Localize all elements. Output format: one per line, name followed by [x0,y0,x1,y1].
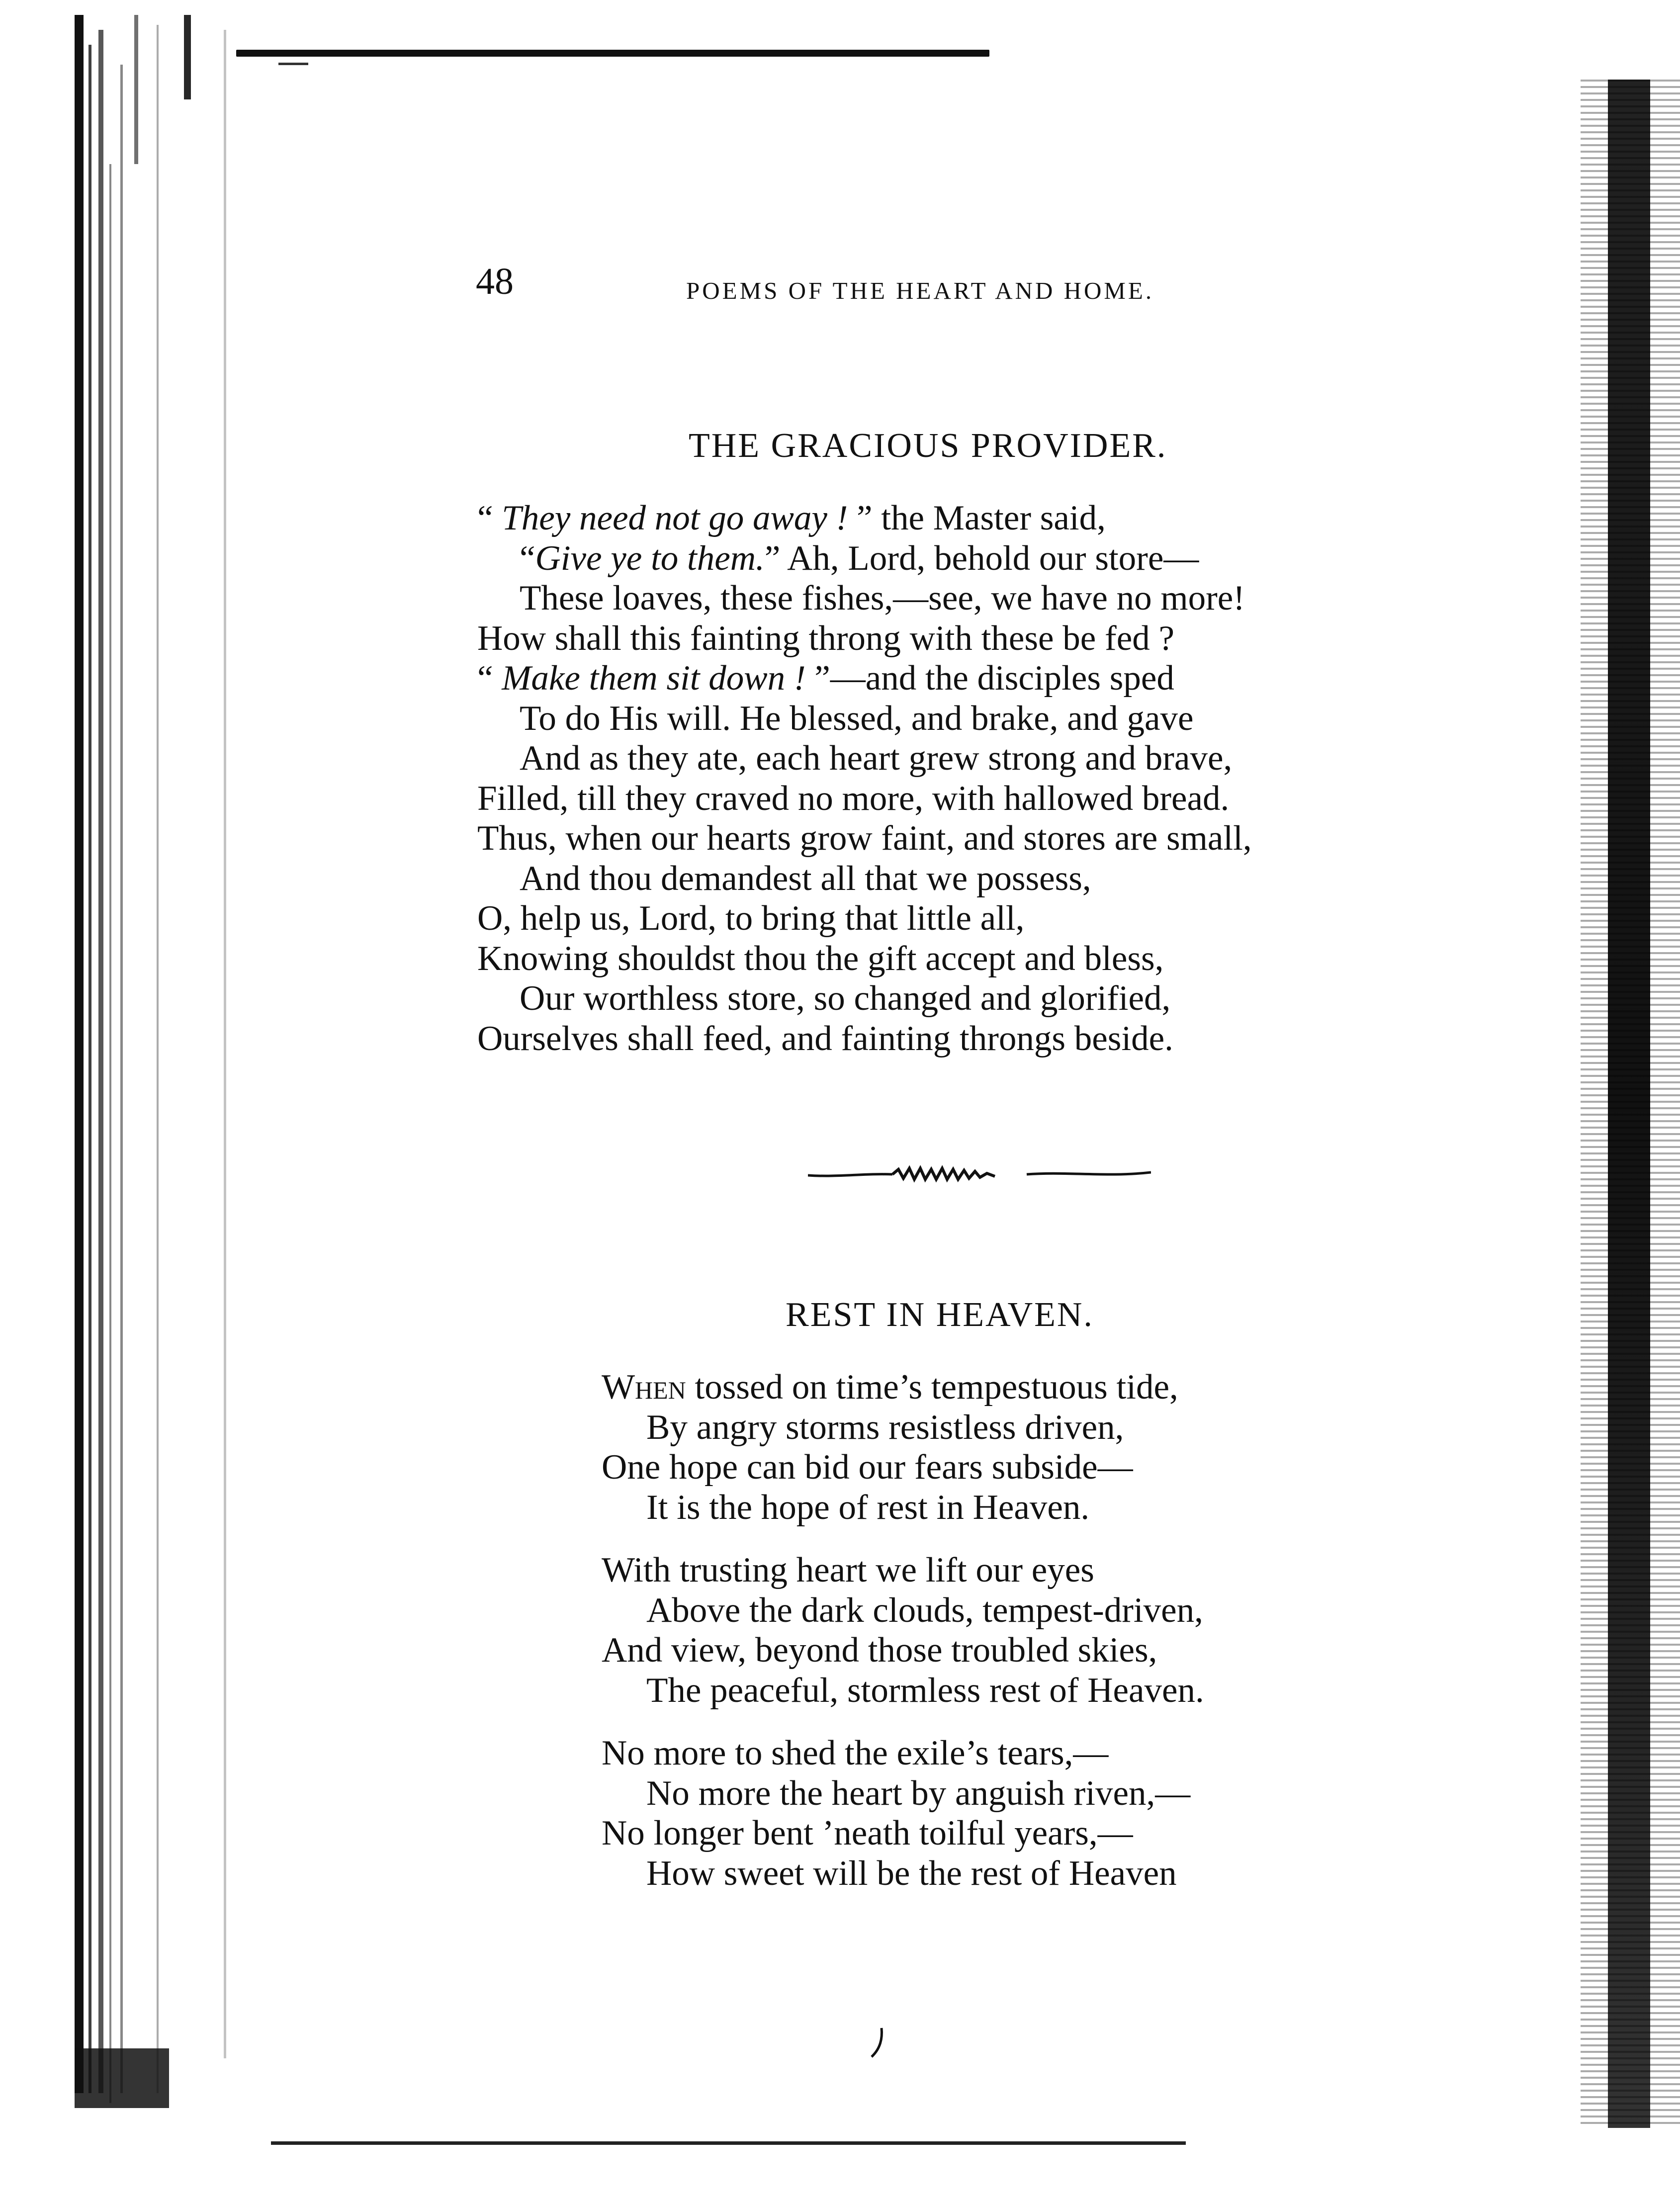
poem-line: By angry storms resistless driven, [646,1408,1124,1447]
top-rule [236,50,989,57]
poem-line: No longer bent ’neath toilful years,— [602,1814,1133,1852]
poem-line: Thus, when our hearts grow faint, and stores are small, [477,819,1252,858]
poem-line: “Give ye to them.” Ah, Lord, behold our store— [520,538,1199,578]
bottom-rule [271,2141,1186,2145]
poem-line: “ Make them sit down ! ”—and the disciples sped [477,659,1174,698]
poem-line: One hope can bid our fears subside— [602,1448,1133,1487]
poem-line: And as they ate, each heart grew strong and brave, [520,739,1233,778]
page-number: 48 [476,261,514,302]
poem-line: How shall this fainting throng with these be fed ? [477,618,1174,658]
poem-line: How sweet will be the rest of Heaven [646,1853,1177,1893]
stanza [602,1550,1204,1710]
poem-line: Above the dark clouds, tempest-driven, [646,1590,1203,1630]
poem-line: Our worthless store, so changed and glorified, [520,979,1171,1018]
poem-title: THE GRACIOUS PROVIDER. [689,427,1167,465]
poem-title: REST IN HEAVEN. [786,1296,1094,1334]
poem-line: Knowing shouldst thou the gift accept and bless, [477,939,1164,978]
section-ornament [808,1164,1151,1184]
page-fore-edge [1581,80,1680,2128]
poem-line: Ourselves shall feed, and fainting throngs beside. [477,1019,1173,1058]
stanza [602,1733,1204,1893]
poem-line: And thou demandest all that we possess, [520,859,1091,898]
poem-line: It is the hope of rest in Heaven. [646,1488,1090,1527]
poem-body [477,498,1252,1058]
poem-line: “ They need not go away ! ” the Master said, [477,499,1106,537]
top-rule-mark [278,63,308,65]
poem-line: These loaves, these fishes,—see, we have no more! [520,579,1245,617]
stanza [602,1367,1204,1527]
book-binding-edge [75,15,254,2108]
poem-line: When tossed on time’s tempestuous tide, [602,1368,1178,1407]
poem-line: To do His will. He blessed, and brake, and gave [520,699,1194,738]
running-head: POEMS OF THE HEART AND HOME. [686,277,1154,304]
poem-line: No more to shed the exile’s tears,— [602,1734,1109,1772]
poem-line: O, help us, Lord, to bring that little all, [477,899,1025,938]
poem-line: Filled, till they craved no more, with hallowed bread. [477,779,1230,818]
poem-line: And view, beyond those troubled skies, [602,1631,1157,1670]
poem-line: No more the heart by anguish riven,— [646,1773,1191,1813]
ink-mark [868,2026,887,2061]
poem-body [602,1367,1204,1893]
poem-line: The peaceful, stormless rest of Heaven. [646,1671,1204,1710]
poem-line: With trusting heart we lift our eyes [602,1551,1094,1589]
